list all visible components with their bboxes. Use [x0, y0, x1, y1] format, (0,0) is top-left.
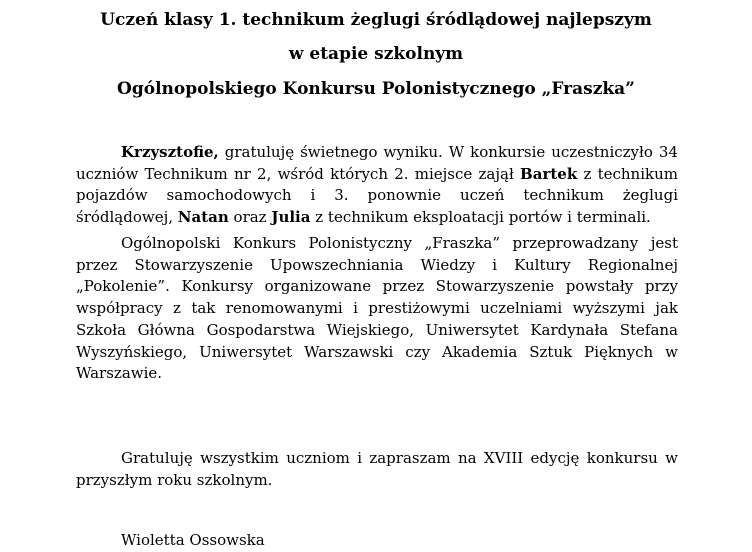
paragraph2-text: Ogólnopolski Konkurs Polonistyczny „Fraszka” przeprowadzany jest przez Stowarzyszenie Upowszechniania Wiedzy i Kultury Regionalnej „Pokolenie”. Konkursy organizowane przez Stowarzyszenie powstały przy współpracy z tak renomowanymi i prestiżowymi uczelniami wyższymi jak Szkoła Główna Gospodarstwa Wiejskiego, Uniwersytet Kardynała Stefana Wyszyńskiego, Uniwersytet Warszawski czy Akademia Sztuk Pięknych w Warszawie. [76, 234, 678, 383]
paragraph-congratulations [76, 142, 678, 229]
title-line-1: Uczeń klasy 1. technikum żeglugi śródlądowej najlepszym [100, 10, 652, 30]
paragraph1-text-a: gratuluję świetnego wyniku. W konkursie uczestniczyło 34 uczniów Technikum nr 2, wśród których 2. miejsce zajął [76, 143, 678, 183]
name-krzysztof: Krzysztofie, [121, 143, 219, 161]
name-natan: Natan [177, 208, 229, 227]
paragraph1-text-d: z technikum eksploatacji portów i terminali. [310, 208, 651, 227]
name-bartek: Bartek [520, 164, 578, 183]
paragraph-contest-info [76, 233, 678, 385]
title-line-2: w etapie szkolnym [288, 44, 464, 64]
paragraph-invitation [76, 448, 678, 491]
paragraph1-text-c: oraz [228, 208, 272, 227]
paragraph3-text: Gratuluję wszystkim uczniom i zapraszam na XVIII edycję konkursu w przyszłym roku szkolnym. [76, 449, 678, 489]
name-julia: Julia [271, 208, 311, 227]
paragraph1-text-b: z technikum pojazdów samochodowych i 3. ponownie uczeń technikum żeglugi śródlądowej, [76, 164, 678, 227]
signature: Wioletta Ossowska [121, 531, 265, 549]
title-line-3: Ogólnopolskiego Konkursu Polonistycznego „Fraszka” [117, 79, 635, 99]
